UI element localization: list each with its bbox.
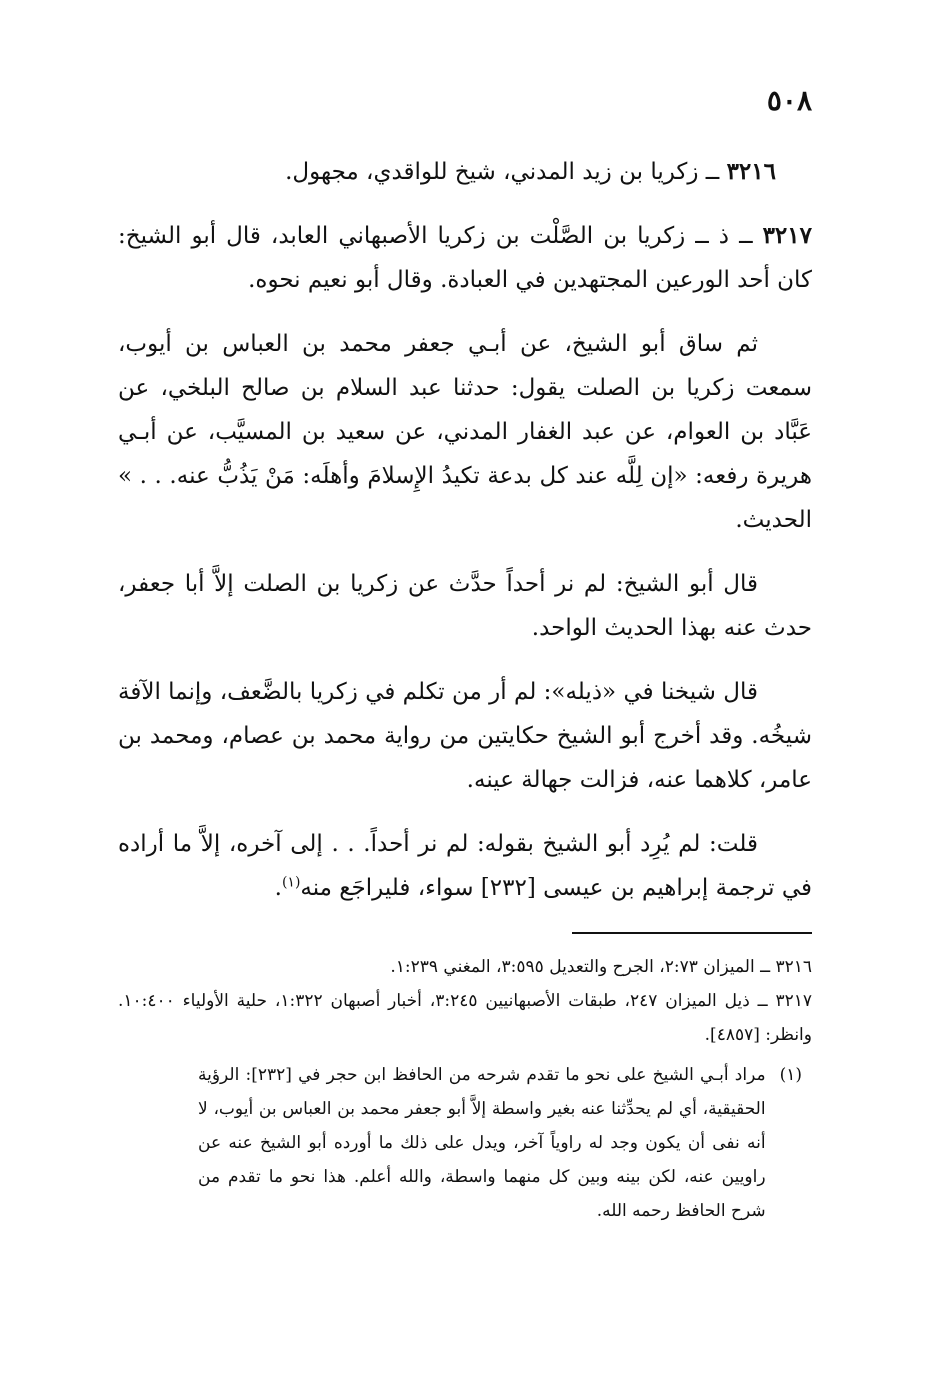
paragraph-end: .	[274, 875, 282, 901]
entry-number: ٣٢١٧	[762, 222, 812, 249]
entry-text: ــ زكريا بن زيد المدني، شيخ للواقدي، مجهول.	[285, 159, 727, 185]
footnote-list	[118, 950, 812, 1228]
source-note-3216: ٣٢١٦ ــ الميزان ٢:٧٣، الجرح والتعديل ٣:٥٩٥، المغني ١:٢٣٩.	[390, 957, 812, 977]
entry-3216	[118, 150, 812, 194]
footnote-marker: (١)	[779, 1065, 802, 1085]
source-note-3217: ٣٢١٧ ــ ذيل الميزان ٢٤٧، طبقات الأصبهانيين ٣:٢٤٥، أخبار أصبهان ١:٣٢٢، حلية الأولياء ١٠:٤٠٠. وانظر: [٤٨٥٧].	[118, 991, 812, 1045]
body-paragraph: قال شيخنا في «ذيله»: لم أر من تكلم في زكريا بالضَّعف، وإنما الآفة شيخُه. وقد أخرج أبو الشيخ حكايتين من رواية محمد بن عصام، ومحمد بن عامر، كلاهما عنه، فزالت جهالة عينه.	[118, 679, 812, 793]
entry-number: ٣٢١٦	[726, 158, 776, 185]
body-paragraph	[118, 822, 812, 910]
paragraph-text: قلت: لم يُرِد أبو الشيخ بقوله: لم نر أحداً. . . إلى آخره، إلاَّ ما أراده في ترجمة إبراهيم بن عيسى [٢٣٢] سواء، فليراجَع منه	[118, 831, 812, 901]
main-text	[118, 150, 812, 930]
body-paragraph: قال أبو الشيخ: لم نر أحداً حدَّث عن زكريا بن الصلت إلاَّ أبا جعفر، حدث عنه بهذا الحديث الواحد.	[118, 571, 812, 641]
footnote-reference: (١)	[281, 874, 301, 891]
footnote-divider	[572, 932, 812, 934]
body-paragraph: ثم ساق أبو الشيخ، عن أبـي جعفر محمد بن العباس بن أيوب، سمعت زكريا بن الصلت يقول: حدثنا عبد السلام بن صالح البلخي، عن عَبَّاد بن العوام، عن عبد الغفار المدني، عن سعيد بن المسيَّب، عن أبـي هريرة رفعه: «إن لِلَّه عند كل بدعة تكيدُ الإِسلامَ وأهلَه: مَنْ يَذُبُّ عنه. . . » الحديث.	[118, 331, 812, 533]
entry-text: ــ ذ ــ زكريا بن الصَّلْت بن زكريا الأصبهاني العابد، قال أبو الشيخ: كان أحد الورعين المجتهدين في العبادة. وقال أبو نعيم نحوه.	[118, 223, 812, 293]
footnote-text: مراد أبـي الشيخ على نحو ما تقدم شرحه من الحافظ ابن حجر في [٢٣٢]: الرؤية الحقيقية، أي لم يحدِّثنا عنه بغير واسطة إلاَّ أبو جعفر محمد بن العباس بن أيوب، لا أنه نفى أن يكون وجد له راوياً آخر، ويدل على ذلك ما أورده أبو الشيخ عنه عن راويين عنه، لكن بينه وبين كل منهما واسطة، والله أعلم. هذا نحو ما تقدم من شرح الحافظ رحمه الله.	[198, 1065, 766, 1221]
entry-3217	[118, 214, 812, 302]
page-number: ٥٠٨	[766, 84, 812, 117]
explanatory-footnote	[118, 1058, 812, 1228]
